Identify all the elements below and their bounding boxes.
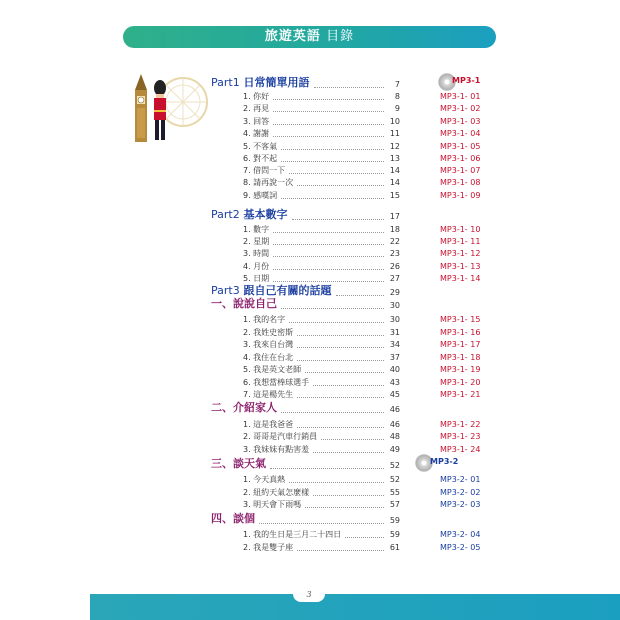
page-ref: 34 <box>389 340 400 349</box>
page-ref: 61 <box>389 543 400 552</box>
toc-item <box>243 91 400 103</box>
page-ref: 59 <box>389 530 400 539</box>
toc-item <box>243 261 400 273</box>
toc-section <box>211 457 400 472</box>
page-ref: 57 <box>389 500 400 509</box>
toc-item <box>243 116 400 128</box>
london-illustration <box>133 72 211 142</box>
mp3-track: MP3-1- 18 <box>440 353 481 362</box>
page-ref: 30 <box>389 301 400 310</box>
toc-label: 3. 我來自台灣 <box>243 340 294 349</box>
mp3-track: MP3-1- 21 <box>440 390 481 399</box>
toc-label: 8. 請再說一次 <box>243 178 294 187</box>
toc-item <box>243 431 400 443</box>
mp3-track: MP3-1- 12 <box>440 249 481 258</box>
toc-label <box>211 285 332 297</box>
footer-bar <box>86 594 620 620</box>
leader-dots <box>273 232 384 233</box>
leader-dots <box>281 412 384 413</box>
toc-label: 三、談天氣 <box>211 457 266 470</box>
toc-label: 9. 感嘆詞 <box>243 191 278 200</box>
toc-label: 2. 我姓史密斯 <box>243 328 294 337</box>
mp3-track: MP3-1- 23 <box>440 432 481 441</box>
toc-label: 3. 明天會下雨嗎 <box>243 500 302 509</box>
page-ref: 9 <box>394 104 400 113</box>
toc-section <box>211 401 400 416</box>
toc-label: 6. 我想當棒球選手 <box>243 378 310 387</box>
mp3-track: MP3-1- 06 <box>440 154 481 163</box>
page-ref: 18 <box>389 225 400 234</box>
page-ref: 59 <box>389 516 400 525</box>
leader-dots <box>259 523 384 524</box>
leader-dots <box>273 256 384 257</box>
mp3-track: MP3-1- 13 <box>440 262 481 271</box>
page-ref: 52 <box>389 475 400 484</box>
toc-item <box>243 236 400 248</box>
toc-label: 2. 我是雙子座 <box>243 543 294 552</box>
mp3-track: MP3-1- 20 <box>440 378 481 387</box>
leader-dots <box>273 111 384 112</box>
mp3-track: MP3-1- 02 <box>440 104 481 113</box>
page-ref: 31 <box>389 328 400 337</box>
toc-label: 4. 月份 <box>243 262 270 271</box>
toc-label <box>211 209 288 221</box>
page-number: 3 <box>293 588 325 602</box>
part-title: 跟自己有關的話題 <box>239 284 332 297</box>
leader-dots <box>273 124 384 125</box>
mp3-track: MP3-1- 05 <box>440 142 481 151</box>
toc-label: 1. 我的名字 <box>243 315 286 324</box>
leader-dots <box>273 281 384 282</box>
toc-item <box>243 141 400 153</box>
leader-dots <box>273 99 384 100</box>
toc-label: 3. 時間 <box>243 249 270 258</box>
mp3-track: MP3-1- 08 <box>440 178 481 187</box>
toc-item <box>243 248 400 260</box>
toc-label: 一、說說自己 <box>211 297 277 310</box>
part-number: Part2 <box>211 208 240 221</box>
toc-part <box>211 76 400 91</box>
toc-label: 6. 對不起 <box>243 154 278 163</box>
toc-item <box>243 128 400 140</box>
page-ref: 14 <box>389 166 400 175</box>
toc-item <box>243 352 400 364</box>
toc-item <box>243 314 400 326</box>
toc-label: 3. 我妹妹有點害羞 <box>243 445 310 454</box>
part-title: 基本數字 <box>239 208 288 221</box>
title-rest: 目錄 <box>326 29 355 44</box>
toc-label: 2. 星期 <box>243 237 270 246</box>
leader-dots <box>273 269 384 270</box>
leader-dots <box>281 149 384 150</box>
mp3-track: MP3-1- 16 <box>440 328 481 337</box>
page-ref: 55 <box>389 488 400 497</box>
toc-label: 5. 我是英文老師 <box>243 365 302 374</box>
part-title: 日常簡單用語 <box>239 76 310 89</box>
mp3-track: MP3-1- 22 <box>440 420 481 429</box>
toc-item <box>243 487 400 499</box>
toc-item <box>243 327 400 339</box>
page-ref: 40 <box>389 365 400 374</box>
toc-label: 2. 再見 <box>243 104 270 113</box>
toc-item <box>243 444 400 456</box>
page-ref: 22 <box>389 237 400 246</box>
page-ref: 30 <box>389 315 400 324</box>
leader-dots <box>281 198 384 199</box>
toc-label: 2. 紐約天氣怎麼樣 <box>243 488 310 497</box>
leader-dots <box>281 161 384 162</box>
mp3-track: MP3-1- 10 <box>440 225 481 234</box>
mp3-track: MP3-2- 02 <box>440 488 481 497</box>
toc-item <box>243 474 400 486</box>
leader-dots <box>273 136 384 137</box>
toc-item <box>243 377 400 389</box>
toc-label <box>211 77 310 89</box>
toc-item <box>243 364 400 376</box>
toc-label: 5. 不客氣 <box>243 142 278 151</box>
mp3-track: MP3-1- 01 <box>440 92 481 101</box>
mp3-track: MP3-1- 03 <box>440 117 481 126</box>
leader-dots <box>273 244 384 245</box>
leader-dots <box>281 308 384 309</box>
page-ref: 15 <box>389 191 400 200</box>
page-ref: 17 <box>389 212 400 221</box>
page-ref: 43 <box>389 378 400 387</box>
toc-part <box>211 208 400 223</box>
toc-item <box>243 153 400 165</box>
page-ref: 11 <box>389 129 400 138</box>
page-ref: 10 <box>389 117 400 126</box>
toc-section <box>211 297 400 312</box>
toc-item <box>243 499 400 511</box>
toc-label: 7. 借問一下 <box>243 166 286 175</box>
mp3-track: MP3-2- 01 <box>440 475 481 484</box>
toc-label: 3. 回答 <box>243 117 270 126</box>
part-number: Part1 <box>211 76 240 89</box>
toc-label: 二、介紹家人 <box>211 401 277 414</box>
part-number: Part3 <box>211 284 240 297</box>
toc-item <box>243 542 400 554</box>
disc-label: MP3-1 <box>452 76 481 85</box>
mp3-track: MP3-1- 07 <box>440 166 481 175</box>
toc-label: 四、談個 <box>211 512 255 525</box>
page-ref: 49 <box>389 445 400 454</box>
toc-label: 1. 數字 <box>243 225 270 234</box>
toc-label: 1. 今天真熱 <box>243 475 286 484</box>
page-ref: 27 <box>389 274 400 283</box>
toc-item <box>243 165 400 177</box>
page-ref: 29 <box>389 288 400 297</box>
mp3-track: MP3-1- 04 <box>440 129 481 138</box>
toc-item <box>243 177 400 189</box>
toc-label: 1. 這是我爸爸 <box>243 420 294 429</box>
page-ref: 48 <box>389 432 400 441</box>
toc-label: 5. 日期 <box>243 274 270 283</box>
toc-item <box>243 190 400 202</box>
mp3-track: MP3-1- 24 <box>440 445 481 454</box>
page-ref: 14 <box>389 178 400 187</box>
toc-item <box>243 224 400 236</box>
mp3-track: MP3-2- 05 <box>440 543 481 552</box>
title-banner <box>123 26 496 48</box>
footer-gap <box>86 594 90 620</box>
mp3-track: MP3-1- 09 <box>440 191 481 200</box>
mp3-track: MP3-1- 14 <box>440 274 481 283</box>
toc-label: 1. 我的生日是三月二十四日 <box>243 530 342 539</box>
mp3-track: MP3-1- 19 <box>440 365 481 374</box>
mp3-track: MP3-2- 04 <box>440 530 481 539</box>
mp3-track: MP3-1- 11 <box>440 237 481 246</box>
page-ref: 46 <box>389 420 400 429</box>
page-ref: 13 <box>389 154 400 163</box>
mp3-track: MP3-1- 15 <box>440 315 481 324</box>
page-ref: 37 <box>389 353 400 362</box>
toc-label: 4. 謝謝 <box>243 129 270 138</box>
toc-label: 7. 這是楊先生 <box>243 390 294 399</box>
page-ref: 12 <box>389 142 400 151</box>
page-ref: 45 <box>389 390 400 399</box>
toc-item <box>243 389 400 401</box>
toc-label: 1. 你好 <box>243 92 270 101</box>
page-ref: 8 <box>394 92 400 101</box>
mp3-track: MP3-1- 17 <box>440 340 481 349</box>
mp3-track: MP3-2- 03 <box>440 500 481 509</box>
toc-item <box>243 419 400 431</box>
page-ref: 52 <box>389 461 400 470</box>
page-ref: 23 <box>389 249 400 258</box>
disc-label: MP3-2 <box>430 457 459 466</box>
toc-label: 2. 哥哥是汽車行銷員 <box>243 432 318 441</box>
page-ref: 26 <box>389 262 400 271</box>
toc-item <box>243 529 400 541</box>
toc-label: 4. 我住在台北 <box>243 353 294 362</box>
toc-item <box>243 103 400 115</box>
toc-section <box>211 512 400 527</box>
leader-dots <box>270 468 384 469</box>
page-ref: 46 <box>389 405 400 414</box>
page-ref: 7 <box>394 80 400 89</box>
toc-item <box>243 339 400 351</box>
title-bold: 旅遊英語 <box>264 29 321 44</box>
